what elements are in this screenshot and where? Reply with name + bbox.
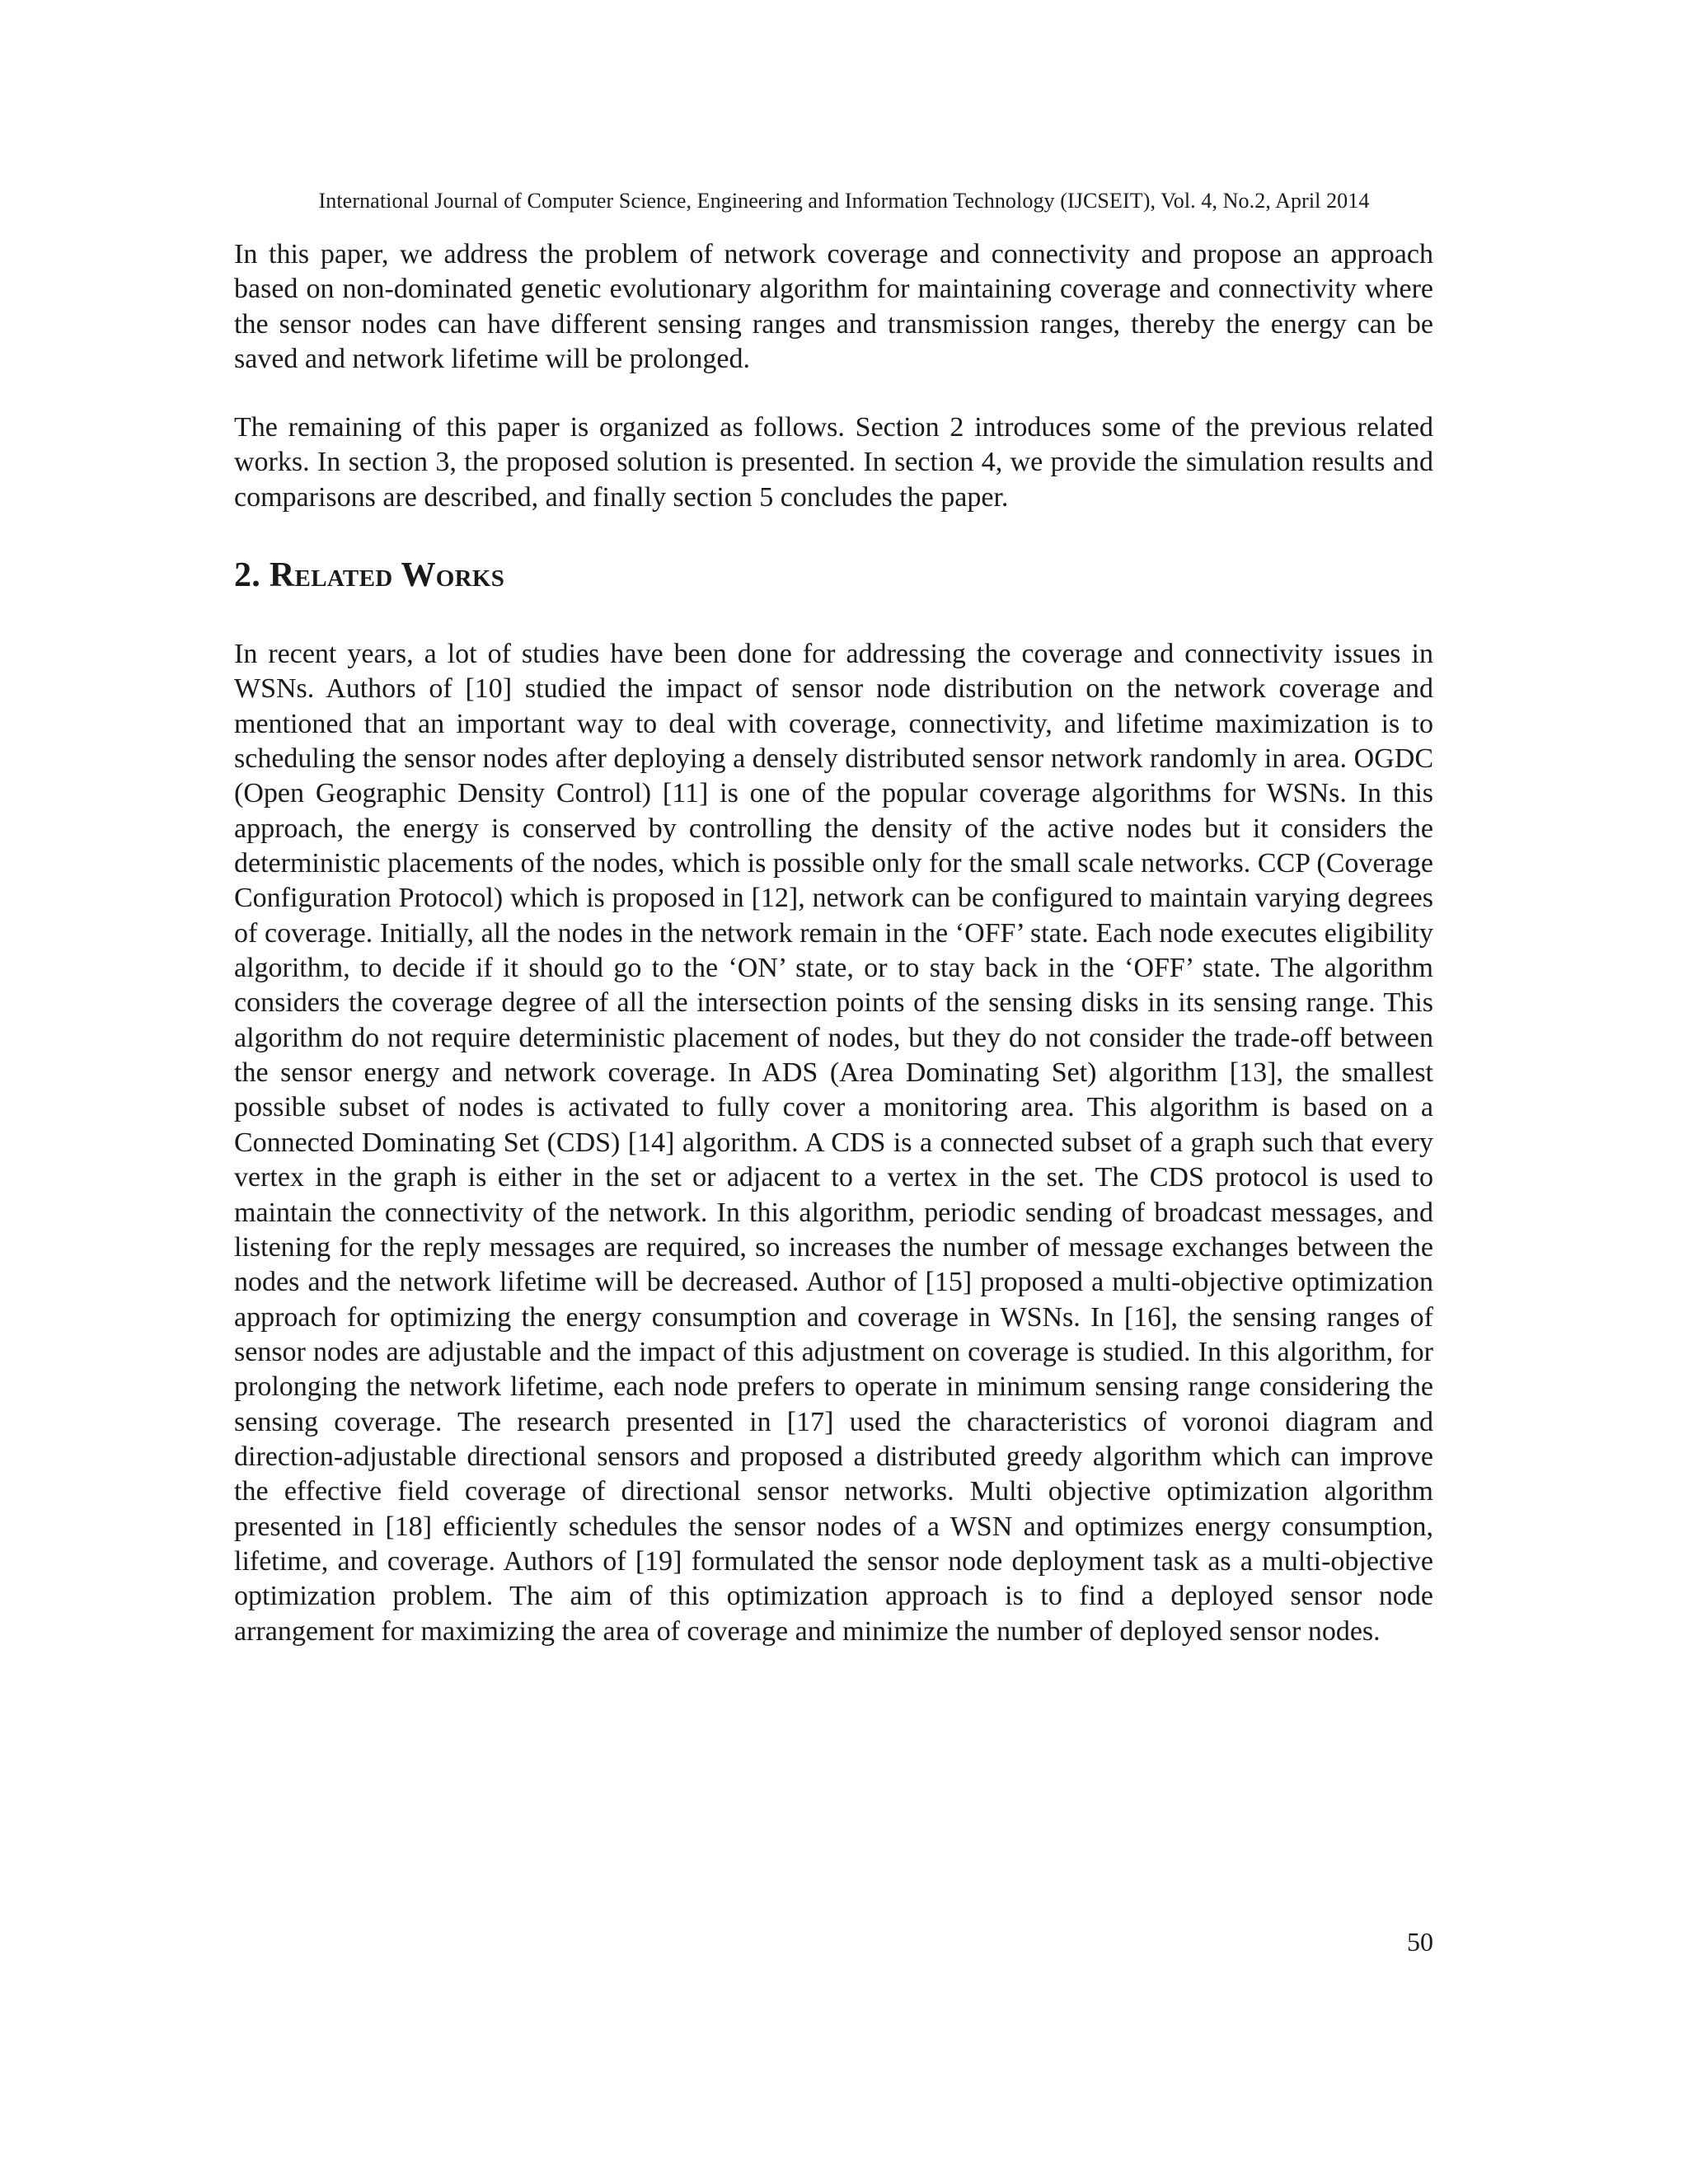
intro-paragraph-2: The remaining of this paper is organized as follows. Section 2 introduces some of the previous related works. In section 3, the proposed solution is presented. In section 4, we provide the simulation results and comparisons are described, and finally section 5 concludes the paper. bbox=[234, 412, 1433, 513]
page-number: 50 bbox=[1407, 1927, 1433, 1957]
section-heading bbox=[234, 552, 504, 598]
running-header: International Journal of Computer Science, Engineering and Information Technology (IJCSEIT), Vol. 4, No.2, April 2014 bbox=[318, 189, 1370, 213]
related-works-paragraph: In recent years, a lot of studies have been done for addressing the coverage and connectivity issues in WSNs. Authors of [10] studied the impact of sensor node distribution on the network coverage and mentioned that an important way to deal with coverage, connectivity, and lifetime maximization is to scheduling the sensor nodes after deploying a densely distributed sensor network randomly in area. OGDC (Open Geographic Density Control) [11] is one of the popular coverage algorithms for WSNs. In this approach, the energy is conserved by controlling the density of the active nodes but it considers the deterministic placements of the nodes, which is possible only for the small scale networks. CCP (Coverage Configuration Protocol) which is proposed in [12], network can be configured to maintain varying degrees of coverage. Initially, all the nodes in the network remain in the ‘OFF’ state. Each node executes eligibility algorithm, to decide if it should go to the ‘ON’ state, or to stay back in the ‘OFF’ state. The algorithm considers the coverage degree of all the intersection points of the sensing disks in its sensing range. This algorithm do not require deterministic placement of nodes, but they do not consider the trade-off between the sensor energy and network coverage. In ADS (Area Dominating Set) algorithm [13], the smallest possible subset of nodes is activated to fully cover a monitoring area. This algorithm is based on a Connected Dominating Set (CDS) [14] algorithm. A CDS is a connected subset of a graph such that every vertex in the graph is either in the set or adjacent to a vertex in the set. The CDS protocol is used to maintain the connectivity of the network. In this algorithm, periodic sending of broadcast messages, and listening for the reply messages are required, so increases the number of message exchanges between the nodes and the network lifetime will be decreased. Author of [15] proposed a multi-objective optimization approach for optimizing the energy consumption and coverage in WSNs. In [16], the sensing ranges of sensor nodes are adjustable and the impact of this adjustment on coverage is studied. In this algorithm, for prolonging the network lifetime, each node prefers to operate in minimum sensing range considering the sensing coverage. The research presented in [17] used the characteristics of voronoi diagram and direction-adjustable directional sensors and proposed a distributed greedy algorithm which can improve the effective field coverage of directional sensor networks. Multi objective optimization algorithm presented in [18] efficiently schedules the sensor nodes of a WSN and optimizes energy consumption, lifetime, and coverage. Authors of [19] formulated the sensor node deployment task as a multi-objective optimization problem. The aim of this optimization approach is to find a deployed sensor node arrangement for maximizing the area of coverage and minimize the number of deployed sensor nodes. bbox=[234, 639, 1433, 1647]
section-number: 2. bbox=[234, 556, 261, 594]
intro-paragraph-1: In this paper, we address the problem of network coverage and connectivity and propose an approach based on non-dominated genetic evolutionary algorithm for maintaining coverage and connectivity where the sensor nodes can have different sensing ranges and transmission ranges, thereby the energy can be saved and network lifetime will be prolonged. bbox=[234, 239, 1433, 374]
section-title: Related Works bbox=[269, 556, 505, 594]
